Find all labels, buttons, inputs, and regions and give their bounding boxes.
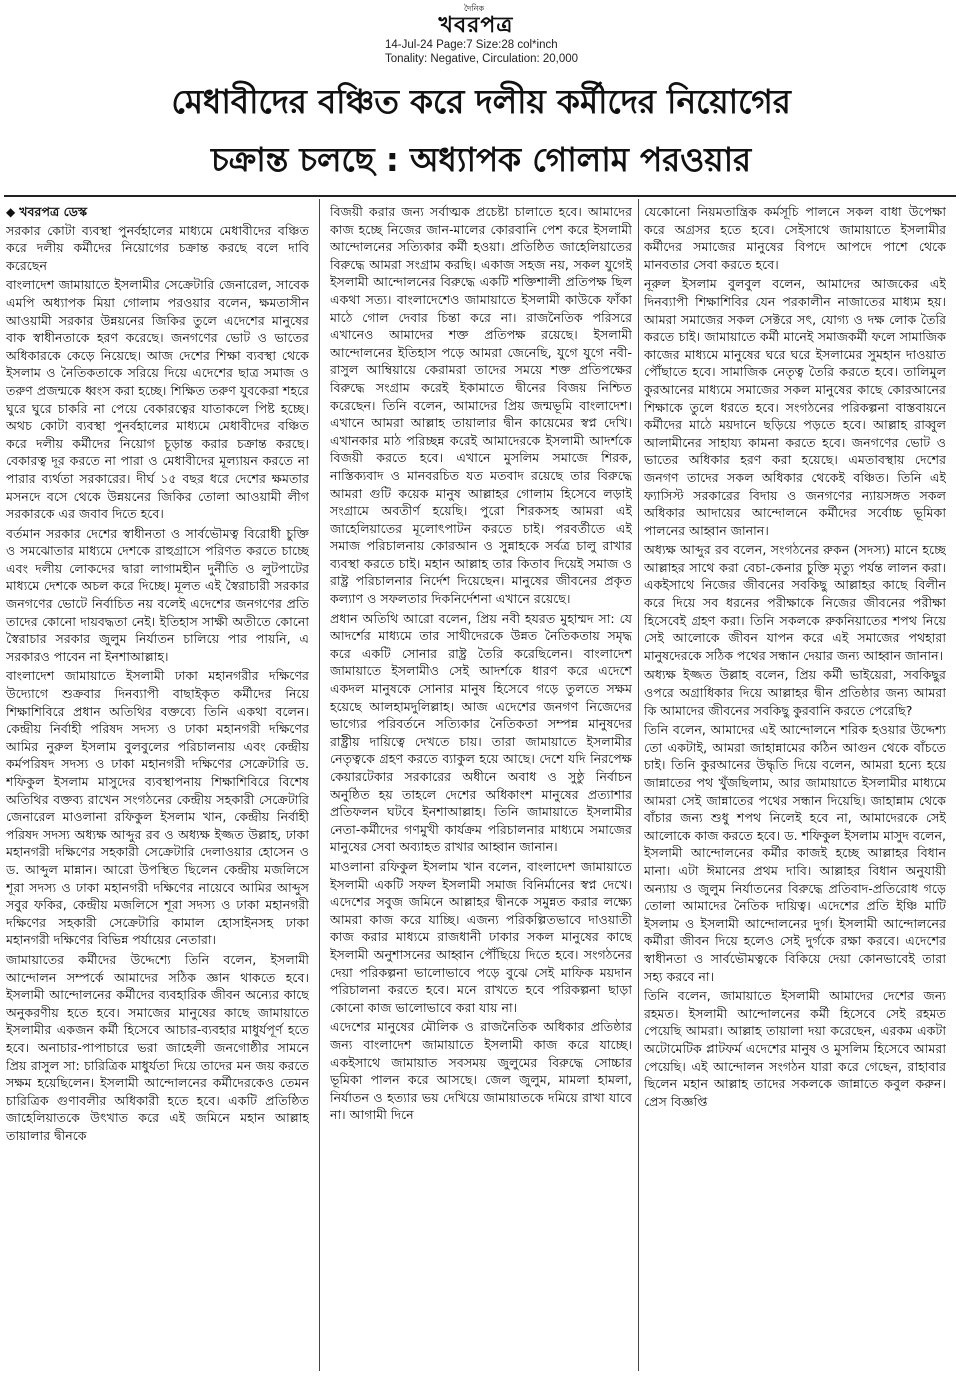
diamond-bullet-icon: ◆ (6, 205, 16, 219)
paragraph: সরকার কোটা ব্যবস্থা পুনর্বহালের মাধ্যমে মেধাবীদের বঞ্চিত করে দলীয় কর্মীদের নিয়োগের চক্রান্ত করছে বলে দাবি করেছেন (6, 222, 309, 273)
clipping-metadata (385, 38, 578, 66)
newspaper-logo: খবরপত্র (438, 12, 514, 38)
byline (6, 203, 309, 222)
paragraph: অধ্যক্ষ ইজ্জত উল্লাহ বলেন, প্রিয় কর্মী ভাইয়েরা, সবকিছুর ওপরে অগ্রাধিকার দিয়ে আল্লাহর দ্বীন প্রতিষ্ঠার জন্য আমরা কি আমাদের জীবনের সবকিছু কুরবানি করতে পেরেছি? (644, 667, 946, 718)
headline-line-2: চক্রান্ত চলছে : অধ্যাপক গোলাম পরওয়ার (211, 140, 751, 179)
headline-line-1: মেধাবীদের বঞ্চিত করে দলীয় কর্মীদের নিয়োগের (171, 82, 791, 121)
clipping-tonality-circulation: Tonality: Negative, Circulation: 20,000 (385, 53, 579, 65)
article-body (4, 195, 956, 1375)
clipping-date-size: 14-Jul-24 Page:7 Size:28 col*inch (385, 39, 558, 51)
article-column-2 (330, 203, 632, 1371)
paragraph: মাওলানা রফিকুল ইসলাম খান বলেন, বাংলাদেশ জামায়াতে ইসলামী একটি সফল ইসলামী সমাজ বিনির্মানের স্বপ্ন দেখে। এদেশের সবুজ জমিনে আল্লাহর দ্বীনকে সমুন্নত করার লক্ষ্যে আমরা কাজ করে যাচ্ছি। এজন্য পরিকল্পিতভাবে দাওয়াতী কাজ করার মাধ্যমে রাজধানী ঢাকার সকল মানুষের কাছে ইসলামী অনুশাসনের আহ্বান পৌঁছিয়ে দিতে হবে। সংগঠনের দেয়া পরিকল্পনা ভালোভাবে পড়ে বুঝে সেই মাফিক ময়দান পরিচালনা করতে হবে। মনে রাখতে হবে পরিকল্পনা ছাড়া কোনো কাজ ভালোভাবে করা যায় না। (330, 858, 632, 1015)
column-divider (638, 199, 639, 1371)
paragraph: তিনি বলেন, জামায়াতে ইসলামী আমাদের দেশের জন্য রহমত। ইসলামী আন্দোলনের কর্মী হিসেবে সেই রহমত পেয়েছি আমরা। আল্লাহ তায়ালা দয়া করেছেন, এরকম একটা অটোমেটিক প্লাটফর্ম এদেশের মানুষ ও মুসলিম হিসেবে আমরা পেয়েছি। এই আন্দোলন সংগঠন যারা করে গেছেন, রাহাবার ছিলেন মহান আল্লাহ তাদের সকলকে জান্নাতে কবুল করুন। প্রেস বিজ্ঞপ্তি (644, 988, 946, 1109)
column-divider (319, 199, 320, 1371)
paragraph: তিনি বলেন, আমাদের এই আন্দোলনে শরিক হওয়ার উদ্দেশ্য তো একটাই, আমরা জাহান্নামের কঠিন আগুন থেকে বাঁচতে চাই। তিনি কুরআনের উদ্ধৃতি দিয়ে বলেন, আমরা হন্যে হয়ে জান্নাতের পথ খুঁজছিলাম, আর জামায়াতে ইসলামীর মাধ্যমে আমরা সেই জান্নাতের পথের সন্ধান দিয়েছি। জাহান্নাম থেকে বাঁচার জন্য শুধু শপথ নিলেই হবে না, আমাদেরকে সেই আলোকে কাজ করতে হবে। ড. শফিকুল ইসলাম মাসুদ বলেন, ইসলামী আন্দোলনের কর্মীর কাজই হচ্ছে আল্লাহর বিধান মানা। এটা ঈমানের প্রথম দাবি। আল্লাহর বিধান অনুযায়ী অন্যায় ও জুলুম নির্যাতনের বিরুদ্ধে প্রতিবাদ-প্রতিরোধ গড়ে তোলা আমাদের নৈতিক দায়িত্ব। এদেশের প্রতি ইঞ্চি মাটি ইসলাম ও ইসলামী আন্দোলনের দুর্গ। ইসলামী আন্দোলনের কর্মীরা জীবন দিয়ে হলেও সেই দুর্গকে রক্ষা করবে। এদেশের স্বাধীনতা ও সার্বভৌমত্বকে বিকিয়ে দেয়া কোনভাবেই তারা সহ্য করবে না। (644, 722, 946, 984)
paragraph: নূরুল ইসলাম বুলবুল বলেন, আমাদের আজকের এই দিনব্যাপী শিক্ষাশিবির যেন পরকালীন নাজাতের মাধ্যম হয়। আমরা সমাজের সকল সেক্টরে সৎ, যোগ্য ও দক্ষ লোক তৈরি করতে চাই। জামায়াতে কর্মী মানেই সমাজকর্মী ফলে সামাজিক কাজের মাধ্যমে মানুষের ঘরে ঘরে ইসলামের সুমহান দাওয়াত পৌঁছাতে হবে। সামাজিক নেতৃত্ব তৈরি করতে হবে। তালিমুল কুরআনের মাধ্যমে সমাজের সকল মানুষের কাছে কোরআনের শিক্ষাকে তুলে ধরতে হবে। সংগঠনের পরিকল্পনা বাস্তবায়নে কর্মীদের মাঠে ময়দানে ছড়িয়ে পড়তে হবে। আল্লাহ রাব্বুল আলামীনের সাহায্য কামনা করতে হবে। জনগণের ভোট ও ভাতের অধিকার হরণ করা হয়েছে। এমতাবস্থায় দেশের জনগণ তাদের সকল অধিকার থেকেই বঞ্চিত। তিনি এই ফ্যাসিস্ট সরকারের বিদায় ও জনগণের ন্যায়সঙ্গত সকল অধিকার আদায়ের আন্দোলনে কর্মীদের সর্বোচ্চ ভূমিকা পালনের আহ্বান জানান। (644, 276, 946, 538)
paragraph: এদেশের মানুষের মৌলিক ও রাজনৈতিক অধিকার প্রতিষ্ঠার জন্য বাংলাদেশ জামায়াতে ইসলামী কাজ করে যাচ্ছে। একইসাথে জামায়াত সবসময় জুলুমের বিরুদ্ধে সোচ্চার ভূমিকা পালন করে আসছে। জেল জুলুম, মামলা হামলা, নির্যাতন ও হত্যার ভয় দেখিয়ে জামায়াতকে দমিয়ে রাখা যাবে না। আগামী দিনে (330, 1019, 632, 1123)
article-column-1 (6, 203, 309, 1371)
paragraph: বাংলাদেশ জামায়াতে ইসলামী ঢাকা মহানগরীর দক্ষিণের উদ্যোগে শুক্রবার দিনব্যাপী বাছাইকৃত কর্মীদের নিয়ে শিক্ষাশিবিরে প্রধান অতিথির বক্তব্যে তিনি একথা বলেন। কেন্দ্রীয় নির্বাহী পরিষদ সদস্য ও ঢাকা মহানগরী দক্ষিণের আমির নুরুল ইসলাম বুলবুলের পরিচালনায় এবং কেন্দ্রীয় কর্মপরিষদ সদস্য ও ঢাকা মহানগরী দক্ষিণের সেক্রেটারি ড. শফিকুল ইসলাম মাসুদের ব্যবস্থাপনায় শিক্ষাশিবিরে বিশেষ অতিথির বক্তব্য রাখেন সংগঠনের কেন্দ্রীয় সহকারী সেক্রেটারি জেনারেল মাওলানা রফিকুল ইসলাম খান, কেন্দ্রীয় নির্বাহী পরিষদ সদস্য অধ্যক্ষ আব্দুর রব ও অধ্যক্ষ ইজ্জত উল্লাহ, ঢাকা মহানগরী দক্ষিণের সহকারী সেক্রেটারি দেলাওয়ার হোসেন ও ড. আব্দুল মান্নান। আরো উপস্থিত ছিলেন কেন্দ্রীয় মজলিসে শূরা সদস্য ও ঢাকা মহানগরী দক্ষিণের নায়েবে আমির আব্দুস সবুর ফকির, কেন্দ্রীয় মজলিসে শূরা সদস্য ও ঢাকা মহানগরী দক্ষিণের সহকারী সেক্রেটারি কামাল হোসাইনসহ ঢাকা মহানগরী দক্ষিণের বিভিন্ন পর্যায়ের নেতারা। (6, 668, 309, 948)
newspaper-masthead (0, 4, 962, 37)
paragraph: জামায়াতের কর্মীদের উদ্দেশ্যে তিনি বলেন, ইসলামী আন্দোলন সম্পর্কে আমাদের সঠিক জ্ঞান থাকতে হবে। ইসলামী আন্দোলনের কর্মীদের ব্যবহারিক জীবন অন্যের কাছে অনুকরণীয় হতে হবে। সমাজের মানুষের কাছে জামায়াতে ইসলামীর একজন কর্মী হিসেবে আচার-ব্যবহার মাধুর্যপূর্ণ হতে হবে। অনাচার-পাপাচারে ভরা জাহেলী জনগোষ্ঠীর সামনে প্রিয় রাসুল সা: চারিত্রিক মাধুর্যতা দিয়ে তাদের মন জয় করতে সক্ষম হয়েছিলেন। ইসলামী আন্দোলনের কর্মীদেরকেও তেমন চারিত্রিক গুণাবলীর অধিকারী হতে হবে। একটি প্রতিষ্ঠিত জাহেলিয়াতকে উৎখাত করে এই জমিনে মহান আল্লাহ তায়ালার দ্বীনকে (6, 951, 309, 1143)
paragraph: বাংলাদেশ জামায়াতে ইসলামীর সেক্রেটারি জেনারেল, সাবেক এমপি অধ্যাপক মিয়া গোলাম পরওয়ার বলেন, ক্ষমতাসীন আওয়ামী সরকার উন্নয়নের জিকির তুলে এদেশের মানুষের বাক স্বাধীনতাকে হরণ করেছে। জনগণের ভোট ও ভাতের অধিকারকে কেড়ে নিয়েছে। আজ দেশের শিক্ষা ব্যবস্থা থেকে ইসলাম ও নৈতিকতাকে সরিয়ে দিয়ে এদেশের ছাত্র সমাজ ও তরুণ প্রজন্মকে ধ্বংস করা হচ্ছে। শিক্ষিত তরুণ যুবকেরা শহরে ঘুরে ঘুরে চাকরি না পেয়ে বেকারত্বের যাতাকলে পিষ্ট হচ্ছে। অথচ কোটা ব্যবস্থা পুনর্বহালের মাধ্যমে মেধাবীদের বঞ্চিত করে দলীয় কর্মীদের নিয়োগ চূড়ান্ত করার চক্রান্ত করছে। বেকারত্ব দূর করতে না পারা ও মেধাবীদের মূল্যায়ন করতে না পারার ব্যর্থতা সরকারের। দীর্ঘ ১৫ বছর ধরে দেশের ক্ষমতার মসনদে বসে থেকে উন্নয়নের জিকির তোলা আওয়ামী লীগ সরকারকে এর জবাব দিতে হবে। (6, 277, 309, 522)
paragraph: বর্তমান সরকার দেশের স্বাধীনতা ও সার্বভৌমত্ব বিরোধী চুক্তি ও সমঝোতার মাধ্যমে দেশকে রাহুগ্রাসে পরিণত করতে চাচ্ছে এবং দলীয় লোকদের দ্বারা লাগামহীন দুর্নীতি ও লুটপাটের মাধ্যমে দেশকে অচল করে দিচ্ছে। মূলত এই স্বৈরাচারী সরকার জনগণের ভোটে নির্বাচিত নয় বলেই এদেশের জনগণের প্রতি তাদের কোনো দায়বদ্ধতা নেই। ইতিহাস সাক্ষী অতীতে কোনো স্বৈরাচার সরকার জুলুম নির্যাতন চালিয়ে পার পায়নি, এ সরকারও পাবেন না ইনশাআল্লাহ। (6, 525, 309, 664)
article-column-3 (644, 203, 946, 1371)
paragraph: যেকোনো নিয়মতান্ত্রিক কর্মসূচি পালনে সকল বাধা উপেক্ষা করে অগ্রসর হতে হবে। সেইসাথে জামায়াতে ইসলামীর কর্মীদের সমাজের মানুষের বিপদে আপদে পাশে থেকে মানবতার সেবা করতে হবে। (644, 204, 946, 272)
paragraph: প্রধান অতিথি আরো বলেন, প্রিয় নবী হযরত মুহাম্মদ সা: যে আদর্শের মাধ্যমে তার সাথীদেরকে উন্নত নৈতিকতায় সমৃদ্ধ করে একটি সোনার রাষ্ট্র তৈরি করেছিলেন। বাংলাদেশ জামায়াতে ইসলামীও সেই আদর্শকে ধারণ করে এদেশে একদল মানুষকে সোনার মানুষ হিসেবে গড়ে তুলতে সক্ষম হয়েছে আলহামদুলিল্লাহ। আজ এদেশের জনগণ নিজেদের ভাগ্যের পরিবর্তনে সত্যিকার নৈতিকতা সম্পন্ন মানুষদের রাষ্ট্রীয় দায়িত্বে দেখতে চায়। তারা জামায়াতে ইসলামীর নেতৃত্বকে গ্রহণ করতে ব্যাকুল হয়ে আছে। দেশে যদি নিরপেক্ষ কেয়ারটেকার সরকারের অধীনে অবাধ ও সুষ্ঠু নির্বাচন অনুষ্ঠিত হয় তাহলে দেশের অধিকাংশ মানুষের প্রত্যাশার প্রতিফলন ঘটবে ইনশাআল্লাহ। তিনি জামায়াতে ইসলামীর নেতা-কর্মীদের গণমুখী কার্যক্রম পরিচালনার মাধ্যমে সমাজের মানুষের সেবা অব্যাহত রাখার আহ্বান জানান। (330, 610, 632, 855)
masthead-tagline: দৈনিক (463, 4, 485, 13)
byline-text: খবরপত্র ডেস্ক (19, 204, 88, 219)
paragraph: অধ্যক্ষ আব্দুর রব বলেন, সংগঠনের রুকন (সদস্য) মানে হচ্ছে আল্লাহর সাথে করা বেচা-কেনার চুক্তি মৃত্যু পর্যন্ত লালন করা। একইসাথে নিজের জীবনের সবকিছু আল্লাহর কাছে বিলীন করে দিয়ে সব ধরনের পরীক্ষাকে নিজের জীবনের পরীক্ষা হিসেবেই গ্রহণ করা। তিনি সকলকে রুকনিয়াতের শপথ নিয়ে সেই আলোকে জীবন যাপন করে এই সমাজের পথহারা মানুষদেরকে সঠিক পথের সন্ধান দেয়ার জন্য আহ্বান জানান। (644, 542, 946, 663)
paragraph: বিজয়ী করার জন্য সর্বাত্মক প্রচেষ্টা চালাতে হবে। আমাদের কাজ হচ্ছে নিজের জান-মালের কোরবানি পেশ করে ইসলামী আন্দোলনের সত্যিকার কর্মী হওয়া। প্রতিষ্ঠিত জাহেলিয়াতের বিরুদ্ধে আমরা সংগ্রাম করছি। একাজ সহজ নয়, সকল যুগেই ইসলামী আন্দোলনের বিরুদ্ধে একটি শক্তিশালী প্রতিপক্ষ ছিল একথা সত্য। বাংলাদেশেও জামায়াতে ইসলামী কাউকে ফাঁকা মাঠে গোল দেবার চিন্তা করে না। রাজনৈতিক পরিসরে এখানেও আমাদের শক্ত প্রতিপক্ষ রয়েছে। ইসলামী আন্দোলনের ইতিহাস পড়ে আমরা জেনেছি, যুগে যুগে নবী-রাসুল আম্বিয়ায়ে কেরামরা তাদের সময়ে শক্ত প্রতিপক্ষের বিরুদ্ধে সংগ্রাম করেই ইকামাতে দ্বীনের বিজয় নিশ্চিত করেছেন। তিনি বলেন, আমাদের প্রিয় জন্মভূমি বাংলাদেশ। এখানে আমরা আল্লাহ তায়ালার দ্বীন কায়েমের স্বপ্ন দেখি। এখানকার মাঠ পরিচ্ছন্ন করেই আমাদেরকে ইসলামী আদর্শকে বিজয়ী করতে হবে। এখানে মুসলিম সমাজে শিরক, নাস্তিক্যবাদ ও মানবরচিত যত মতবাদ রয়েছে তার বিরুদ্ধে আমরা গুটি কয়েক মানুষ আল্লাহর গোলাম হিসেবে লড়াই সংগ্রামে অবতীর্ণ হয়েছি। পুরো শিরকসহ আমরা এই জাহেলিয়াতের মূলোৎপাটন করতে চাই। পরবর্তীতে এই সমাজ পরিচালনায় কোরআন ও সুন্নাহকে সর্বত্র চালু রাখার ব্যবস্থা করতে চাই। মহান আল্লাহ তার কিতাব দিয়েই সমাজ ও রাষ্ট্র পরিচালনার নির্দেশ দিয়েছেন। মানুষের জীবনের প্রকৃত কল্যাণ ও সফলতার দিকনির্দেশনা এখানে রয়েছে। (330, 204, 632, 607)
